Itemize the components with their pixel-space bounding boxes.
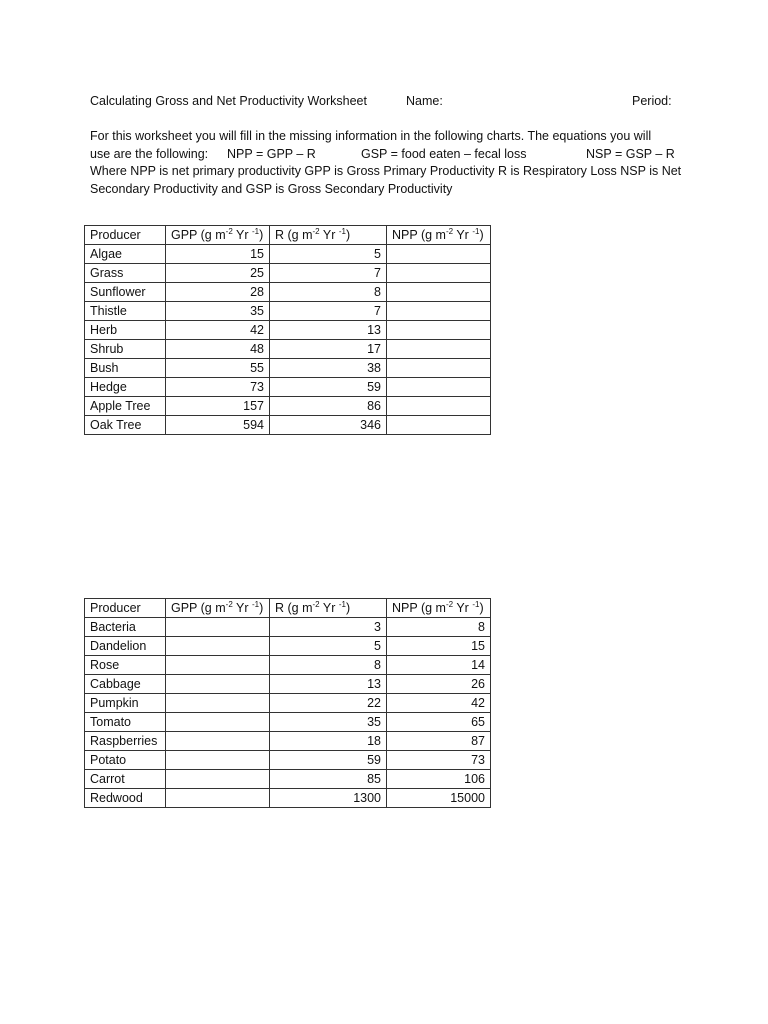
gpp-cell: 42 <box>166 321 270 340</box>
table-row <box>85 340 491 359</box>
table-row <box>85 713 491 732</box>
table-row <box>85 751 491 770</box>
producer-cell: Shrub <box>85 340 166 359</box>
table-row <box>85 675 491 694</box>
r-cell: 7 <box>270 264 387 283</box>
npp-cell: 15 <box>387 637 491 656</box>
producer-cell: Potato <box>85 751 166 770</box>
instructions-line-4: Secondary Productivity and GSP is Gross Secondary Productivity <box>90 181 453 196</box>
gpp-cell: 25 <box>166 264 270 283</box>
instructions-line-1: For this worksheet you will fill in the missing information in the following charts. The equations you will <box>90 129 652 143</box>
producer-cell: Grass <box>85 264 166 283</box>
producer-cell: Oak Tree <box>85 416 166 435</box>
gpp-cell: 35 <box>166 302 270 321</box>
producer-cell: Apple Tree <box>85 397 166 416</box>
gpp-cell[interactable] <box>166 618 270 637</box>
npp-cell: 87 <box>387 732 491 751</box>
npp-cell[interactable] <box>387 416 491 435</box>
productivity-table-2 <box>84 598 491 808</box>
r-cell: 18 <box>270 732 387 751</box>
npp-cell: 106 <box>387 770 491 789</box>
instructions <box>90 128 690 198</box>
table-header-row <box>85 226 491 245</box>
table-row <box>85 302 491 321</box>
producer-cell: Cabbage <box>85 675 166 694</box>
producer-cell: Algae <box>85 245 166 264</box>
r-cell: 86 <box>270 397 387 416</box>
gpp-cell: 55 <box>166 359 270 378</box>
gpp-cell[interactable] <box>166 713 270 732</box>
period-label: Period: <box>632 94 672 108</box>
table-row <box>85 359 491 378</box>
header-producer: Producer <box>85 226 166 245</box>
gpp-cell[interactable] <box>166 694 270 713</box>
table-row <box>85 264 491 283</box>
npp-cell: 26 <box>387 675 491 694</box>
table-row <box>85 321 491 340</box>
r-cell: 1300 <box>270 789 387 808</box>
npp-cell: 42 <box>387 694 491 713</box>
table-header-row <box>85 599 491 618</box>
gpp-cell[interactable] <box>166 751 270 770</box>
table-row <box>85 637 491 656</box>
npp-cell[interactable] <box>387 321 491 340</box>
producer-cell: Sunflower <box>85 283 166 302</box>
r-cell: 13 <box>270 321 387 340</box>
header-gpp: GPP (g $m^{-2}$ Yr $^{-1}$) <box>166 599 270 618</box>
header-r: R (g $m^{-2}$ Yr $^{-1}$) <box>270 226 387 245</box>
npp-cell[interactable] <box>387 302 491 321</box>
gpp-cell: 73 <box>166 378 270 397</box>
table-row <box>85 245 491 264</box>
producer-cell: Raspberries <box>85 732 166 751</box>
equation-npp: NPP = GPP – R <box>227 146 316 161</box>
table-row <box>85 283 491 302</box>
r-cell: 8 <box>270 656 387 675</box>
header-producer: Producer <box>85 599 166 618</box>
gpp-cell: 15 <box>166 245 270 264</box>
npp-cell: 14 <box>387 656 491 675</box>
worksheet-title: Calculating Gross and Net Productivity Worksheet <box>90 94 367 108</box>
table-row <box>85 618 491 637</box>
r-cell: 35 <box>270 713 387 732</box>
r-cell: 59 <box>270 378 387 397</box>
table-row <box>85 378 491 397</box>
table-row <box>85 789 491 808</box>
table-row <box>85 656 491 675</box>
producer-cell: Bacteria <box>85 618 166 637</box>
header-r: R (g $m^{-2}$ Yr $^{-1}$) <box>270 599 387 618</box>
r-cell: 17 <box>270 340 387 359</box>
gpp-cell[interactable] <box>166 789 270 808</box>
r-cell: 59 <box>270 751 387 770</box>
npp-cell[interactable] <box>387 264 491 283</box>
r-cell: 22 <box>270 694 387 713</box>
gpp-cell[interactable] <box>166 637 270 656</box>
header-npp: NPP (g $m^{-2}$ Yr $^{-1}$) <box>387 599 491 618</box>
r-cell: 13 <box>270 675 387 694</box>
equation-nsp: NSP = GSP – R <box>586 146 675 161</box>
r-cell: 38 <box>270 359 387 378</box>
producer-cell: Rose <box>85 656 166 675</box>
table-row <box>85 732 491 751</box>
gpp-cell: 157 <box>166 397 270 416</box>
npp-cell[interactable] <box>387 340 491 359</box>
header-gpp: GPP (g $m^{-2}$ Yr $^{-1}$) <box>166 226 270 245</box>
r-cell: 346 <box>270 416 387 435</box>
gpp-cell[interactable] <box>166 656 270 675</box>
r-cell: 3 <box>270 618 387 637</box>
table-row <box>85 416 491 435</box>
npp-cell[interactable] <box>387 359 491 378</box>
npp-cell: 65 <box>387 713 491 732</box>
equations-intro: use are the following: <box>90 146 209 161</box>
name-label: Name: <box>406 94 443 108</box>
instructions-line-3: Where NPP is net primary productivity GPP is Gross Primary Productivity R is Respiratory Loss NSP is Net <box>90 164 682 178</box>
producer-cell: Herb <box>85 321 166 340</box>
producer-cell: Pumpkin <box>85 694 166 713</box>
npp-cell[interactable] <box>387 397 491 416</box>
producer-cell: Dandelion <box>85 637 166 656</box>
gpp-cell: 594 <box>166 416 270 435</box>
r-cell: 5 <box>270 245 387 264</box>
producer-cell: Redwood <box>85 789 166 808</box>
producer-cell: Hedge <box>85 378 166 397</box>
producer-cell: Bush <box>85 359 166 378</box>
r-cell: 8 <box>270 283 387 302</box>
gpp-cell[interactable] <box>166 770 270 789</box>
npp-cell[interactable] <box>387 245 491 264</box>
producer-cell: Carrot <box>85 770 166 789</box>
gpp-cell: 28 <box>166 283 270 302</box>
instructions-line-2 <box>90 146 690 164</box>
table-row <box>85 770 491 789</box>
producer-cell: Tomato <box>85 713 166 732</box>
npp-cell: 15000 <box>387 789 491 808</box>
table-row <box>85 694 491 713</box>
r-cell: 5 <box>270 637 387 656</box>
gpp-cell: 48 <box>166 340 270 359</box>
npp-cell: 73 <box>387 751 491 770</box>
producer-cell: Thistle <box>85 302 166 321</box>
npp-cell[interactable] <box>387 378 491 397</box>
r-cell: 7 <box>270 302 387 321</box>
r-cell: 85 <box>270 770 387 789</box>
header-npp: NPP (g $m^{-2}$ Yr $^{-1}$) <box>387 226 491 245</box>
npp-cell[interactable] <box>387 283 491 302</box>
productivity-table-1 <box>84 225 491 435</box>
table-row <box>85 397 491 416</box>
gpp-cell[interactable] <box>166 732 270 751</box>
equation-gsp: GSP = food eaten – fecal loss <box>361 146 527 161</box>
gpp-cell[interactable] <box>166 675 270 694</box>
npp-cell: 8 <box>387 618 491 637</box>
